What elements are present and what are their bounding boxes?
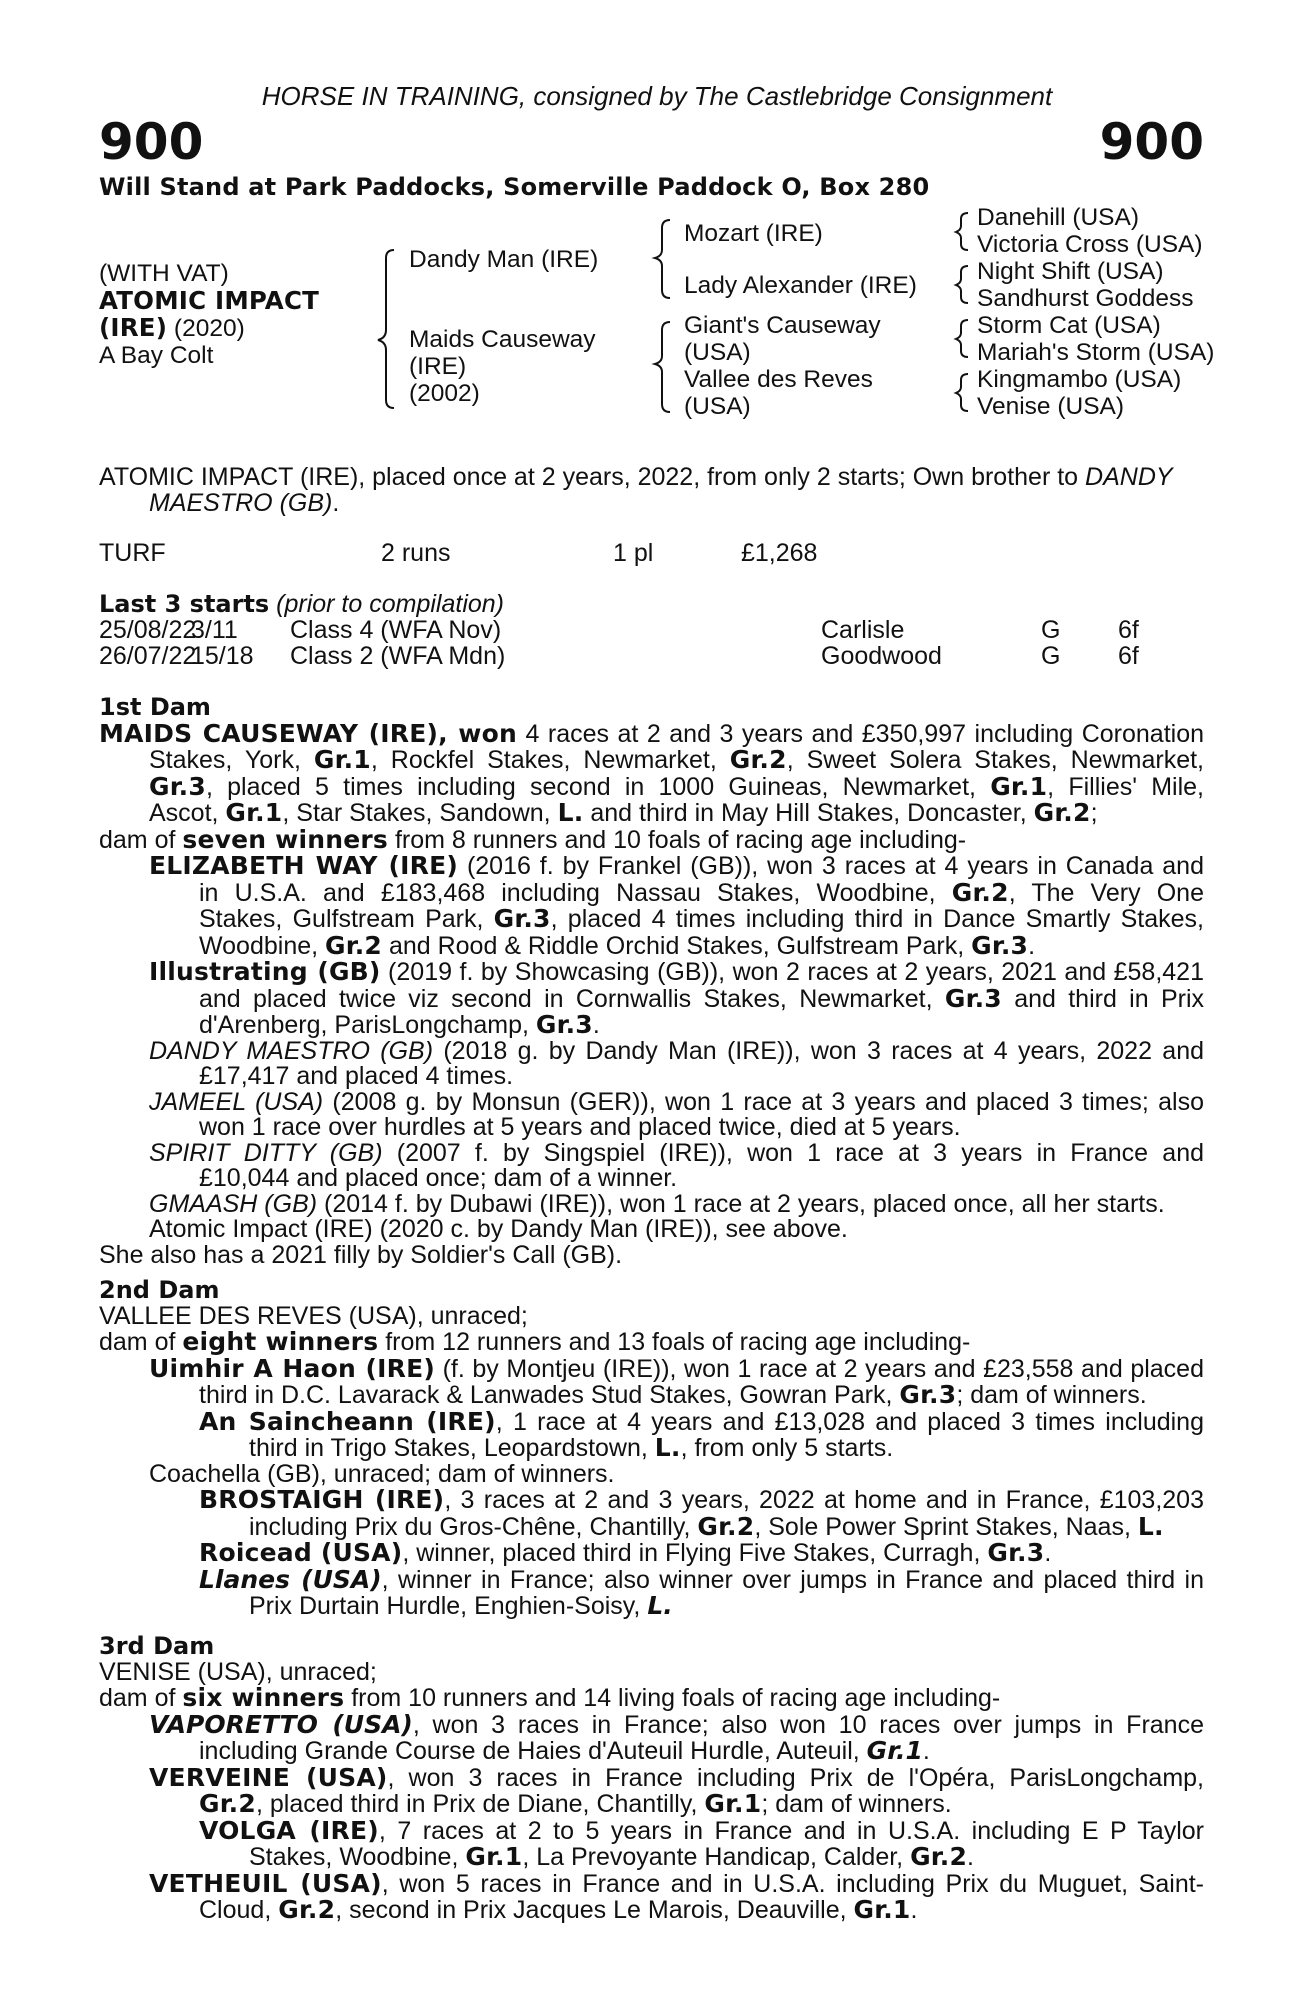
text: , winner, placed third in Flying Five Stakes, Curragh, [402,1539,988,1567]
progeny-vetheuil: VETHEUIL (USA) [149,1868,382,1898]
grade: Gr.3 [899,1380,957,1409]
text: including Prix du Gros-Chêne, Chantilly, [249,1512,698,1541]
winners-count: seven winners [182,824,388,854]
text: , won 3 races in France; also won 10 races over jumps in France [412,1710,1204,1739]
text: dam of [99,1328,183,1356]
grade: Gr.2 [1033,798,1091,827]
grade: Gr.2 [697,1511,755,1541]
horse-name: ATOMIC IMPACT [99,286,320,315]
second-dam-name: VALLEE DES REVES (USA), unraced; [99,1301,528,1330]
text: and placed twice viz second in Cornwallis Stakes, Newmarket, [199,984,945,1013]
progeny-gmaash: GMAASH (GB) [149,1189,318,1218]
text: d'Arenberg, ParisLongchamp, [199,1011,536,1039]
grade: Gr.2 [729,745,787,774]
start-class: Class 2 (WFA Mdn) [290,642,506,670]
lot-number-left: 900 [99,113,204,171]
start-course: Goodwood [821,642,942,670]
winners-count: eight winners [182,1327,379,1356]
text: (2008 g. by Monsun (GER)), won 1 race at 3 years and placed 3 times; also [323,1087,1204,1116]
progeny-atomic-impact: Atomic Impact (IRE) (2020 c. by Dandy Man (IRE)), see above. [149,1215,848,1243]
grade: Gr.1 [866,1736,923,1765]
sire: Dandy Man (IRE) [409,246,599,273]
summary-brother-country: MAESTRO (GB) [149,488,333,517]
gen3-dss: Storm Cat (USA) [977,312,1161,339]
record-runs: 2 runs [381,539,451,567]
first-dam-also: She also has a 2021 filly by Soldier's Call (GB). [99,1240,623,1269]
progeny-brostaigh: BROSTAIGH (IRE) [199,1485,445,1514]
last-start-row [99,618,1199,644]
text: dam of [99,825,183,854]
start-class: Class 4 (WFA Nov) [290,616,502,644]
text: . [922,1737,930,1765]
third-dam-section [99,1634,1204,1924]
grade: Gr.1 [704,1789,762,1818]
text: Stakes, Gulfstream Park, [199,905,494,933]
record-earnings: £1,268 [741,539,818,567]
text: , placed 5 times including second in 1000 Guineas, Newmarket, [205,772,991,801]
text: and third in May Hill Stakes, Doncaster, [583,799,1034,827]
text: , won 5 races in France and in U.S.A. including Prix du Muguet, Saint- [381,1869,1204,1898]
grade: Gr.1 [225,798,283,827]
gen3-dds: Kingmambo (USA) [977,366,1182,393]
text: (2016 f. by Frankel (GB)), won 3 races at 4 years in Canada and [458,852,1204,880]
third-dam-heading: 3rd Dam [99,1632,215,1660]
start-dist: 6f [1118,616,1139,644]
text: third in Trigo Stakes, Leopardstown, [249,1434,655,1462]
stand-location: Will Stand at Park Paddocks, Somerville Paddock O, Box 280 [99,173,930,201]
grade: Gr.3 [987,1538,1045,1567]
text: , placed 4 times including third in Dance Smartly Stakes, [550,905,1204,933]
text: , winner in France; also winner over jumps in France and placed third in [381,1565,1204,1594]
text: , from only 5 starts. [680,1434,894,1462]
text: , placed third in Prix de Diane, Chantilly, [255,1790,705,1818]
dam-dam [684,366,873,420]
last-starts-title: Last 3 starts [99,590,270,618]
grade: Gr.1 [465,1842,523,1871]
text: , La Prevoyante Handicap, Calder, [522,1843,911,1871]
text: Stakes, Woodbine, [249,1843,466,1871]
dam-line-2: (IRE) [409,353,467,380]
first-dam-section [99,695,1204,1268]
grade: Gr.3 [944,983,1002,1013]
start-going: G [1041,642,1061,670]
text: including Grande Course de Haies d'Auteuil Hurdle, Auteuil, [199,1737,867,1765]
text: , second in Prix Jacques Le Marois, Deauville, [335,1896,854,1924]
text: ; [1090,799,1098,827]
gen3-ssd: Victoria Cross (USA) [977,231,1203,258]
gen3-sds: Night Shift (USA) [977,258,1164,285]
text: won 1 race over hurdles at 5 years and placed twice, died at 5 years. [199,1113,961,1141]
dam-dam-line-1: Vallee des Reves [684,366,873,393]
text: . [1028,931,1036,960]
last-starts-note: (prior to compilation) [269,590,505,618]
start-date: 26/07/22 [99,642,197,670]
text: from 12 runners and 13 foals of racing age including- [378,1328,971,1356]
grade: Gr.3 [971,930,1029,960]
text: , The Very One [1008,878,1204,907]
progeny-dandy-maestro: DANDY MAESTRO (GB) [149,1036,434,1065]
text: , 7 races at 2 to 5 years in France and in U.S.A. including E P Taylor [378,1816,1204,1845]
dam-sire [684,312,881,366]
winners-count: six winners [182,1683,345,1712]
summary-paragraph [99,465,1204,516]
horse-description: A Bay Colt [99,342,214,369]
text: (f. by Montjeu (IRE)), won 1 race at 2 years and £23,558 and placed [435,1354,1204,1383]
progeny-uimhir-a-haon: Uimhir A Haon (IRE) [149,1353,436,1383]
gen3-dsd: Mariah's Storm (USA) [977,339,1215,366]
dam-dam-line-2: (USA) [684,393,751,420]
grade: L. [557,798,584,827]
text: from 10 runners and 14 living foals of racing age including- [344,1684,1001,1712]
start-pos: 15/18 [191,642,254,670]
text: Prix Durtain Hurdle, Enghien-Soisy, [249,1592,648,1620]
progeny-roicead: Roicead (USA) [199,1538,403,1567]
text: . [1044,1539,1052,1567]
grade: Gr.1 [853,1895,911,1924]
text: . [967,1843,974,1871]
record-surface: TURF [99,539,166,567]
text: 4 races at 2 and 3 years and £350,997 including Coronation [516,719,1205,748]
grade: Gr.2 [199,1789,256,1818]
grade: Gr.3 [149,771,206,801]
grade: L. [1137,1511,1164,1541]
dam-line-1: Maids Causeway [409,326,596,353]
text: , Sole Power Sprint Stakes, Naas, [754,1512,1138,1541]
dam-line-3: (2002) [409,380,480,407]
second-dam-heading: 2nd Dam [99,1276,220,1304]
text: £17,417 and placed 4 times. [199,1062,514,1090]
text: Stakes, York, [149,746,314,774]
grade: Gr.2 [278,1895,336,1924]
progeny-elizabeth-way: ELIZABETH WAY (IRE) [149,851,459,880]
text: Cloud, [199,1896,279,1924]
start-dist: 6f [1118,642,1139,670]
text: , Star Stakes, Sandown, [282,799,558,827]
progeny-coachella: Coachella (GB), unraced; dam of winners. [149,1459,615,1488]
first-dam-name: MAIDS CAUSEWAY (IRE), won [99,718,517,748]
progeny-spirit-ditty: SPIRIT DITTY (GB) [149,1138,383,1167]
grade: L. [647,1591,673,1620]
text: . [910,1896,918,1924]
sire-dam: Lady Alexander (IRE) [684,272,917,299]
grade: Gr.2 [951,877,1009,907]
grade: L. [654,1433,681,1462]
lot-number-right: 900 [1099,113,1204,171]
text: and Rood & Riddle Orchid Stakes, Gulfstream Park, [382,931,972,960]
text: , Fillies' Mile, [1047,772,1204,801]
start-going: G [1041,616,1061,644]
start-course: Carlisle [821,616,905,644]
horse-country: (IRE) [99,313,168,342]
text: £10,044 and placed once; dam of a winner. [199,1164,678,1192]
dam-sire-line-1: Giant's Causeway [684,312,881,339]
third-dam-name: VENISE (USA), unraced; [99,1657,377,1686]
text: and third in Prix [1001,984,1205,1013]
gen3-ddd: Venise (USA) [977,393,1125,420]
text: from 8 runners and 10 foals of racing age including- [388,825,967,854]
text: ; dam of winners. [761,1790,952,1818]
progeny-vaporetto: VAPORETTO (USA) [149,1709,413,1739]
text: third in D.C. Lavarack & Lanwades Stud Stakes, Gowran Park, [199,1381,900,1409]
text: , Sweet Solera Stakes, Newmarket, [786,746,1204,774]
grade: Gr.2 [910,1842,968,1871]
text: dam of [99,1684,183,1712]
text: ; dam of winners. [956,1381,1147,1409]
text: (2014 f. by Dubawi (IRE)), won 1 race at 2 years, placed once, all her starts. [317,1189,1165,1218]
gen3-sss: Danehill (USA) [977,204,1140,231]
text: , Rockfel Stakes, Newmarket, [370,746,730,774]
text: , won 3 races in France including Prix de l'Opéra, ParisLongchamp, [387,1763,1204,1792]
text: (2007 f. by Singspiel (IRE)), won 1 race at 3 years in France and [382,1138,1204,1167]
progeny-jameel: JAMEEL (USA) [149,1087,324,1116]
grade: Gr.3 [535,1010,593,1039]
text: in U.S.A. and £183,468 including Nassau Stakes, Woodbine, [199,878,952,907]
text: (2018 g. by Dandy Man (IRE)), won 3 races at 4 years, 2022 and [433,1036,1204,1065]
consignment-line: HORSE IN TRAINING, consigned by The Castlebridge Consignment [261,81,1053,111]
summary-end: . [332,488,340,517]
progeny-illustrating: Illustrating (GB) [149,957,381,986]
third-generation [977,204,1214,420]
gen3-sdd: Sandhurst Goddess [977,285,1194,312]
grade: Gr.1 [313,745,371,774]
second-dam-section [99,1278,1204,1620]
last-starts-heading [99,592,504,618]
summary-brother-name: DANDY [1085,463,1173,491]
text: . [592,1011,600,1039]
horse-year: (2020) [167,315,245,342]
grade: Gr.1 [990,771,1048,801]
record-placed: 1 pl [613,539,654,567]
dam-sire-line-2: (USA) [684,339,751,366]
sire-sire: Mozart (IRE) [684,220,823,247]
progeny-an-saincheann: An Saincheann (IRE) [199,1406,496,1436]
text: , 1 race at 4 years and £13,028 and placed 3 times including [495,1407,1204,1436]
race-record [99,541,1199,567]
text: , 3 races at 2 and 3 years, 2022 at home and in France, £103,203 [444,1486,1204,1514]
start-pos: 3/11 [191,616,238,644]
first-dam-heading: 1st Dam [99,693,211,721]
grade: Gr.2 [325,930,382,960]
progeny-verveine: VERVEINE (USA) [149,1762,388,1792]
last-start-row [99,644,1199,670]
text: Woodbine, [199,931,326,960]
summary-text: ATOMIC IMPACT (IRE), placed once at 2 years, 2022, from only 2 starts; Own brother to [99,463,1086,491]
vat-note: (WITH VAT) [99,260,229,287]
dam [409,326,596,407]
start-date: 25/08/22 [99,616,197,644]
grade: Gr.3 [493,904,551,933]
progeny-volga: VOLGA (IRE) [199,1815,379,1845]
text: (2019 f. by Showcasing (GB)), won 2 races at 2 years, 2021 and £58,421 [380,958,1204,986]
progeny-llanes: Llanes (USA) [199,1564,382,1594]
text: Ascot, [149,799,226,827]
